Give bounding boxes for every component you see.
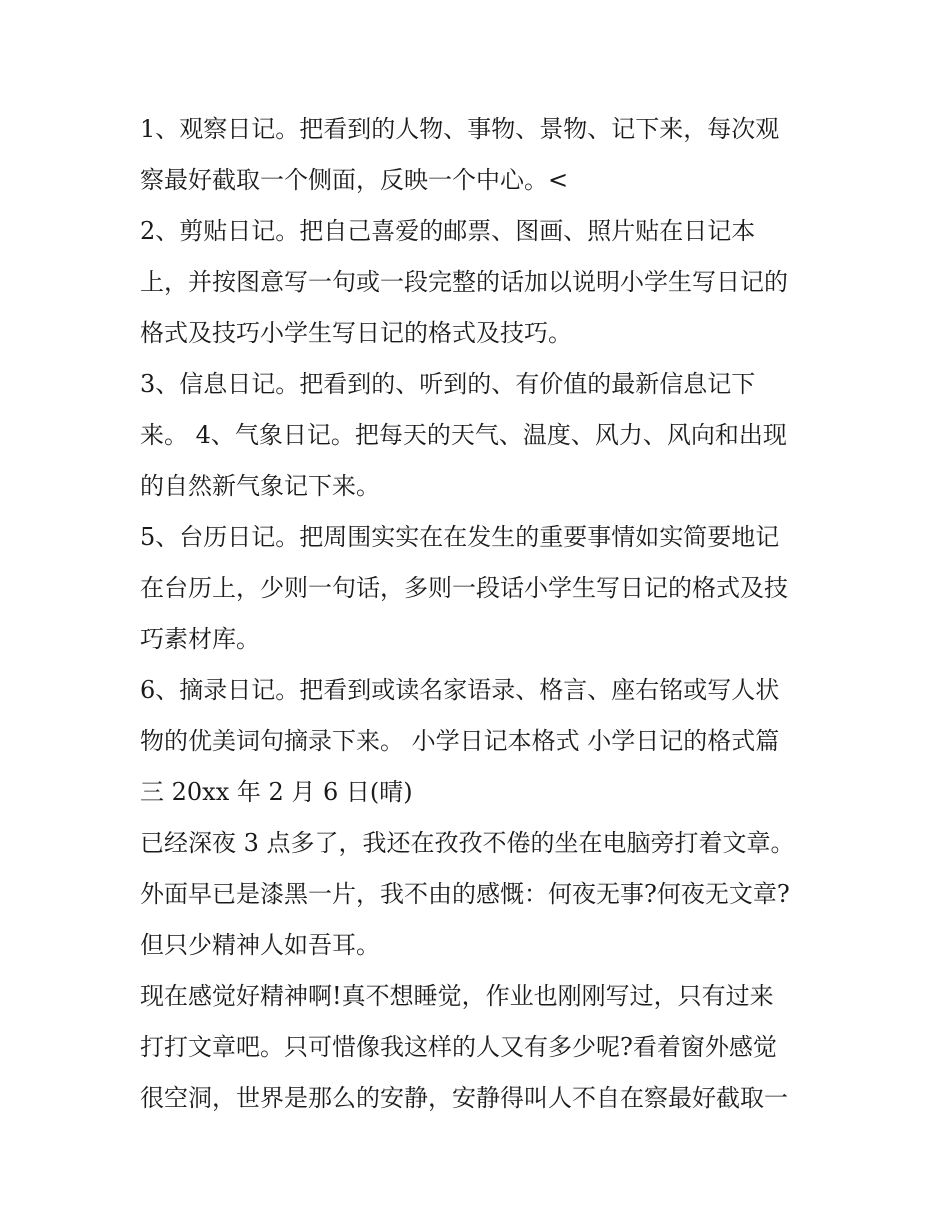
document-body	[140, 104, 820, 1124]
text-line: 1、观察日记。把看到的人物、事物、景物、记下来，每次观	[140, 115, 780, 143]
text-line: 很空洞，世界是那么的安静，安静得叫人不自在察最好截取一	[140, 1084, 788, 1112]
text-line: 三 20xx 年 2 月 6 日(晴)	[140, 778, 413, 806]
text-line: 来。 4、气象日记。把每天的天气、温度、风力、风向和出现	[140, 421, 787, 449]
text-line: 物的优美词句摘录下来。 小学日记本格式 小学日记的格式篇	[140, 727, 780, 755]
text-line: 6、摘录日记。把看到或读名家语录、格言、座右铭或写人状	[140, 676, 780, 704]
text-line: 巧素材库。	[140, 625, 260, 653]
text-line: 在台历上，少则一句话，多则一段话小学生写日记的格式及技	[140, 574, 788, 602]
text-line: 3、信息日记。把看到的、听到的、有价值的最新信息记下	[140, 370, 756, 398]
text-line: 但只少精神人如吾耳。	[140, 931, 380, 959]
text-line: 察最好截取一个侧面，反映一个中心。<	[140, 166, 569, 194]
text-line: 现在感觉好精神啊!真不想睡觉，作业也刚刚写过，只有过来	[140, 982, 774, 1010]
text-line: 外面早已是漆黑一片，我不由的感慨：何夜无事?何夜无文章?	[140, 880, 790, 908]
text-line: 5、台历日记。把周围实实在在发生的重要事情如实简要地记	[140, 523, 780, 551]
text-line: 格式及技巧小学生写日记的格式及技巧。	[140, 319, 572, 347]
text-line: 打打文章吧。只可惜像我这样的人又有多少呢?看着窗外感觉	[140, 1033, 777, 1061]
text-line: 已经深夜 3 点多了，我还在孜孜不倦的坐在电脑旁打着文章。	[140, 829, 795, 857]
text-line: 上，并按图意写一句或一段完整的话加以说明小学生写日记的	[140, 268, 788, 296]
text-line: 的自然新气象记下来。	[140, 472, 380, 500]
text-line: 2、剪贴日记。把自己喜爱的邮票、图画、照片贴在日记本	[140, 217, 756, 245]
